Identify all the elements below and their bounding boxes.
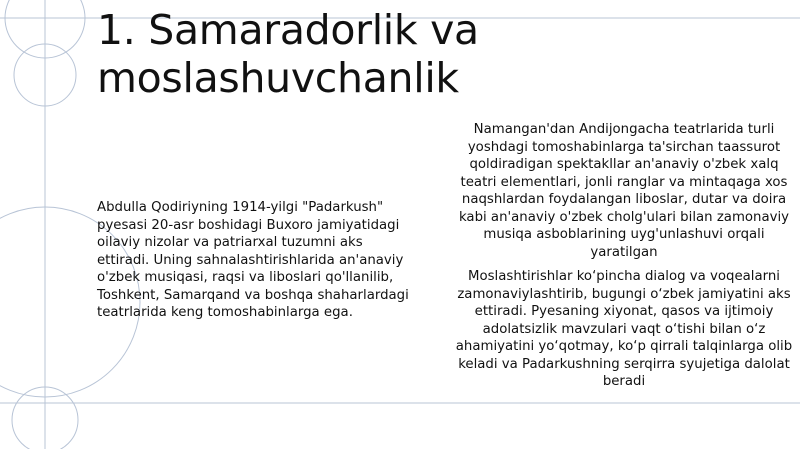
top-small-circle (14, 44, 76, 106)
right-paragraph-2: Moslashtirishlar ko‘pincha dialog va voqealarni zamonaviylashtirib, bugungi o‘zbek jamiyatini aks ettiradi. Pyesaning xiyonat, qasos va ijtimoiy adolatsizlik mavzulari vaqt o‘tishi bilan o‘z ahamiyatini yo‘qotmay, ko‘p qirrali talqinlarga olib keladi va Padarkushning serqirra syujetiga dalolat beradi (455, 269, 793, 389)
top-large-circle (5, 0, 85, 58)
bottom-small-circle (12, 387, 78, 449)
slide-title: 1. Samaradorlik va moslashuvchanlik (97, 6, 479, 102)
left-body-text: Abdulla Qodiriyning 1914-yilgi "Padarkush" pyesasi 20-asr boshidagi Buxoro jamiyatidagi oilaviy nizolar va patriarxal tuzumni aks ettiradi. Uning sahnalashtirishlarida an'anaviy o'zbek musiqasi, raqsi va liboslari qo'llanilib, Toshkent, Samarqand va boshqa shaharlardagi teatrlarida keng tomoshabinlarga ega. (97, 200, 409, 320)
right-paragraph-1: Namangan'dan Andijongacha teatrlarida turli yoshdagi tomoshabinlarga ta'sirchan taassurot qoldiradigan spektakllar an'anaviy o'zbek xalq teatri elementlari, jonli ranglar va mintaqaga xos naqshlardan foydalangan liboslar, dutar va doira kabi an'anaviy o'zbek cholg'ulari bilan zamonaviy musiqa asboblarining uyg'unlashuvi orqali yaratilgan (458, 122, 790, 260)
right-text-column (455, 121, 793, 398)
